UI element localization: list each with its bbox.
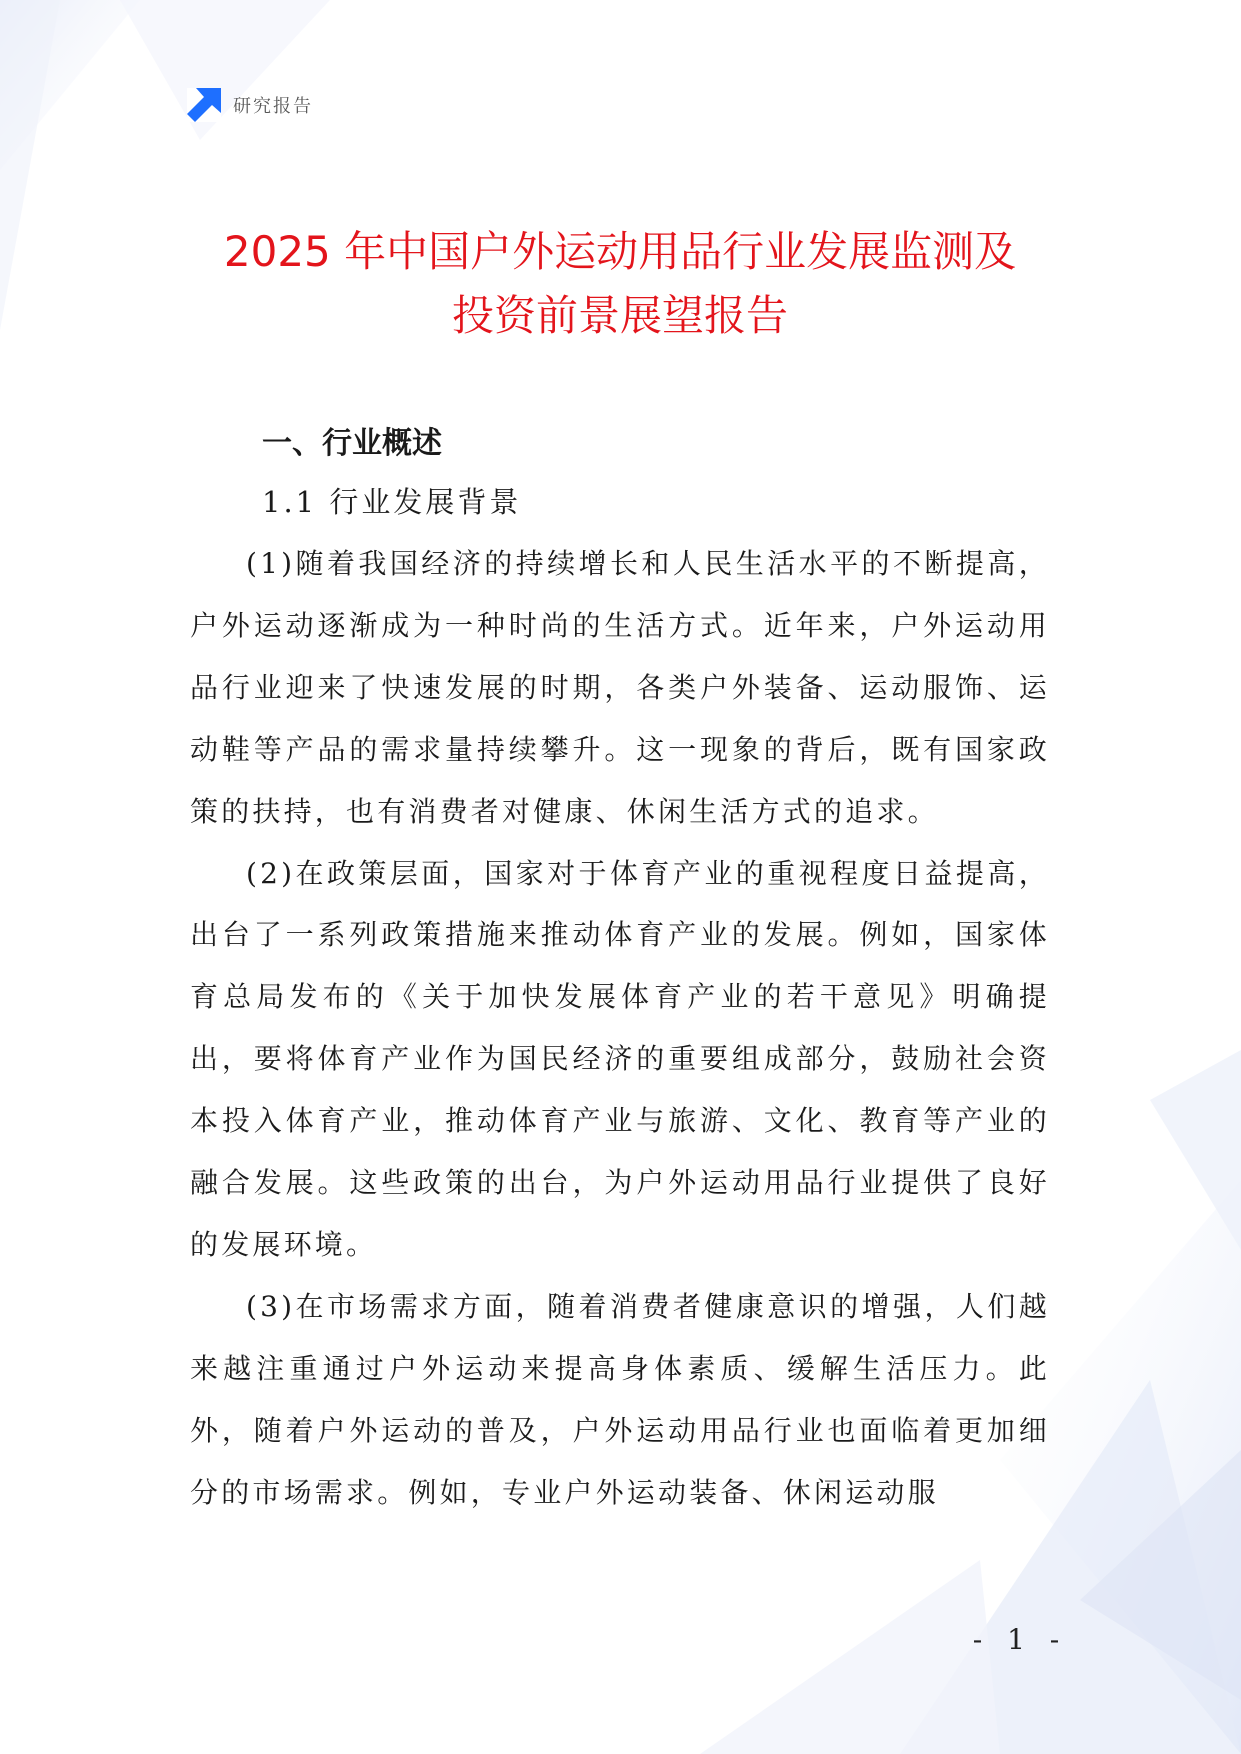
arrow-up-right-icon bbox=[187, 88, 221, 122]
report-header bbox=[187, 88, 313, 122]
body-text bbox=[190, 533, 1050, 1524]
section-heading: 一、行业概述 bbox=[262, 426, 442, 461]
paragraph-1: (1)随着我国经济的持续增长和人民生活水平的不断提高，户外运动逐渐成为一种时尚的生活方式。近年来，户外运动用品行业迎来了快速发展的时期，各类户外装备、运动服饰、运动鞋等产品的需求量持续攀升。这一现象的背后，既有国家政策的扶持，也有消费者对健康、休闲生活方式的追求。 bbox=[190, 547, 1050, 828]
paragraph-3: (3)在市场需求方面，随着消费者健康意识的增强，人们越来越注重通过户外运动来提高身体素质、缓解生活压力。此外，随着户外运动的普及，户外运动用品行业也面临着更加细分的市场需求。例如，专业户外运动装备、休闲运动服 bbox=[190, 1289, 1050, 1509]
subsection-heading: 1.1 行业发展背景 bbox=[262, 485, 522, 519]
title-line-1: 2025 年中国户外运动用品行业发展监测及 bbox=[223, 227, 1017, 276]
header-label: 研究报告 bbox=[233, 96, 313, 117]
paragraph-2: (2)在政策层面，国家对于体育产业的重视程度日益提高，出台了一系列政策措施来推动体育产业的发展。例如，国家体育总局发布的《关于加快发展体育产业的若干意见》明确提出，要将体育产业作为国民经济的重要组成部分，鼓励社会资本投入体育产业，推动体育产业与旅游、文化、教育等产业的融合发展。这些政策的出台，为户外运动用品行业提供了良好的发展环境。 bbox=[190, 856, 1050, 1261]
report-title bbox=[150, 220, 1090, 348]
page-number: - 1 - bbox=[972, 1623, 1068, 1656]
title-line-2: 投资前景展望报告 bbox=[451, 291, 788, 340]
